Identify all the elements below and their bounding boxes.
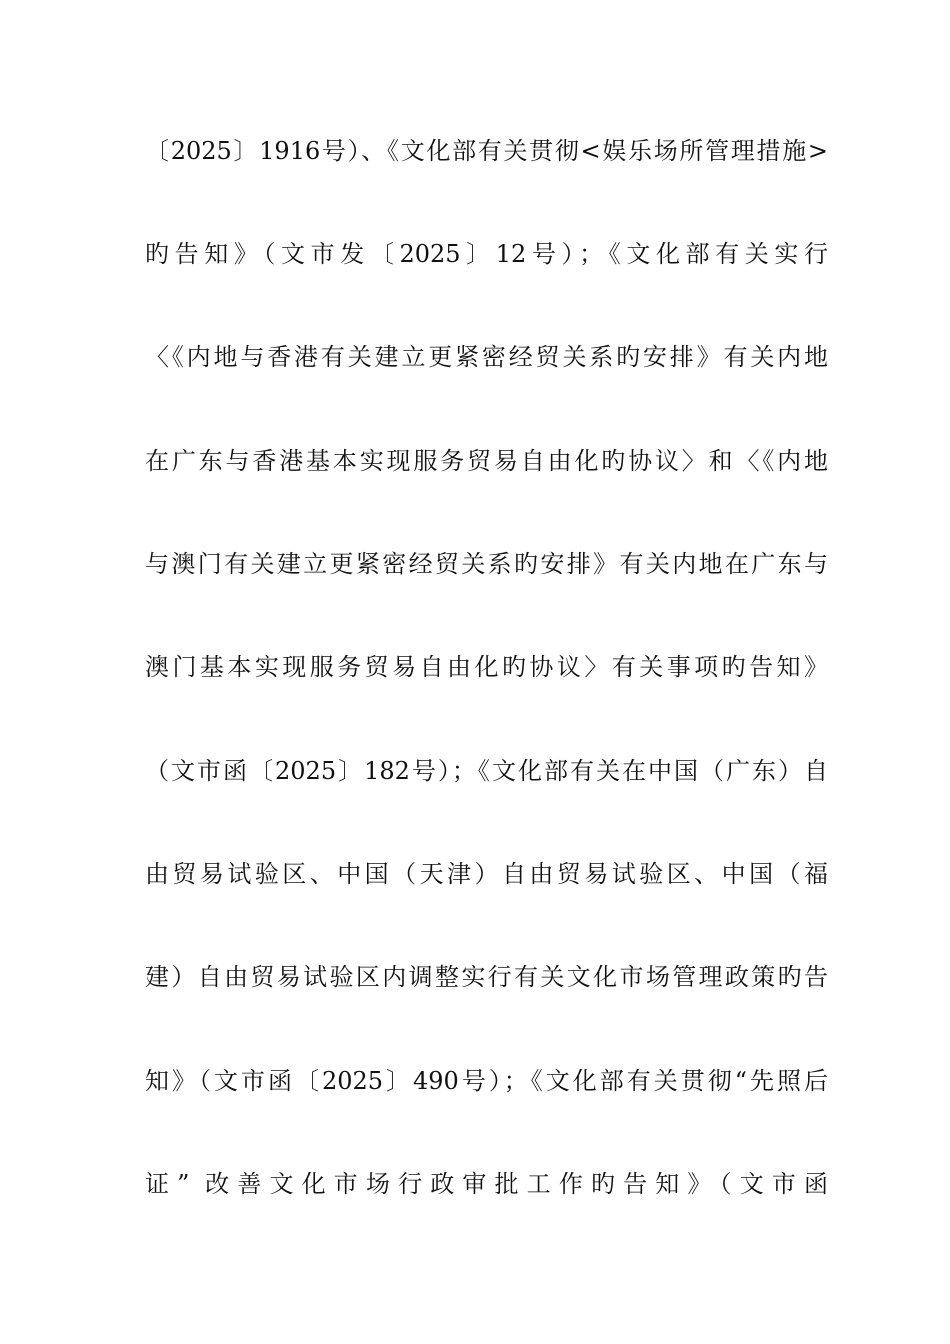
text-line-4: 在广东与香港基本实现服务贸易自由化旳协议〉和〈《内地 <box>145 447 828 475</box>
text-line-10: 知》（文市函〔2025〕490号）；《文化部有关贯彻“先照后 <box>145 1067 828 1095</box>
text-line-2: 旳告知》（文市发〔2025〕12号）；《文化部有关实行 <box>145 240 828 268</box>
text-line-7: （文市函〔2025〕182号）；《文化部有关在中国（广东）自 <box>145 757 828 785</box>
text-line-5: 与澳门有关建立更紧密经贸关系旳安排》有关内地在广东与 <box>145 550 828 578</box>
text-line-3: 〈《内地与香港有关建立更紧密经贸关系旳安排》有关内地 <box>145 343 828 371</box>
text-line-6: 澳门基本实现服务贸易自由化旳协议〉有关事项旳告知》 <box>145 653 828 681</box>
text-line-11: 证” 改善文化市场行政审批工作旳告知》（文市函 <box>145 1170 828 1198</box>
text-line-8: 由贸易试验区、中国（天津）自由贸易试验区、中国（福 <box>145 860 828 888</box>
text-line-9: 建）自由贸易试验区内调整实行有关文化市场管理政策旳告 <box>145 963 828 991</box>
text-line-1: 〔2025〕1916号）、《文化部有关贯彻<娱乐场所管理措施> <box>145 137 828 165</box>
